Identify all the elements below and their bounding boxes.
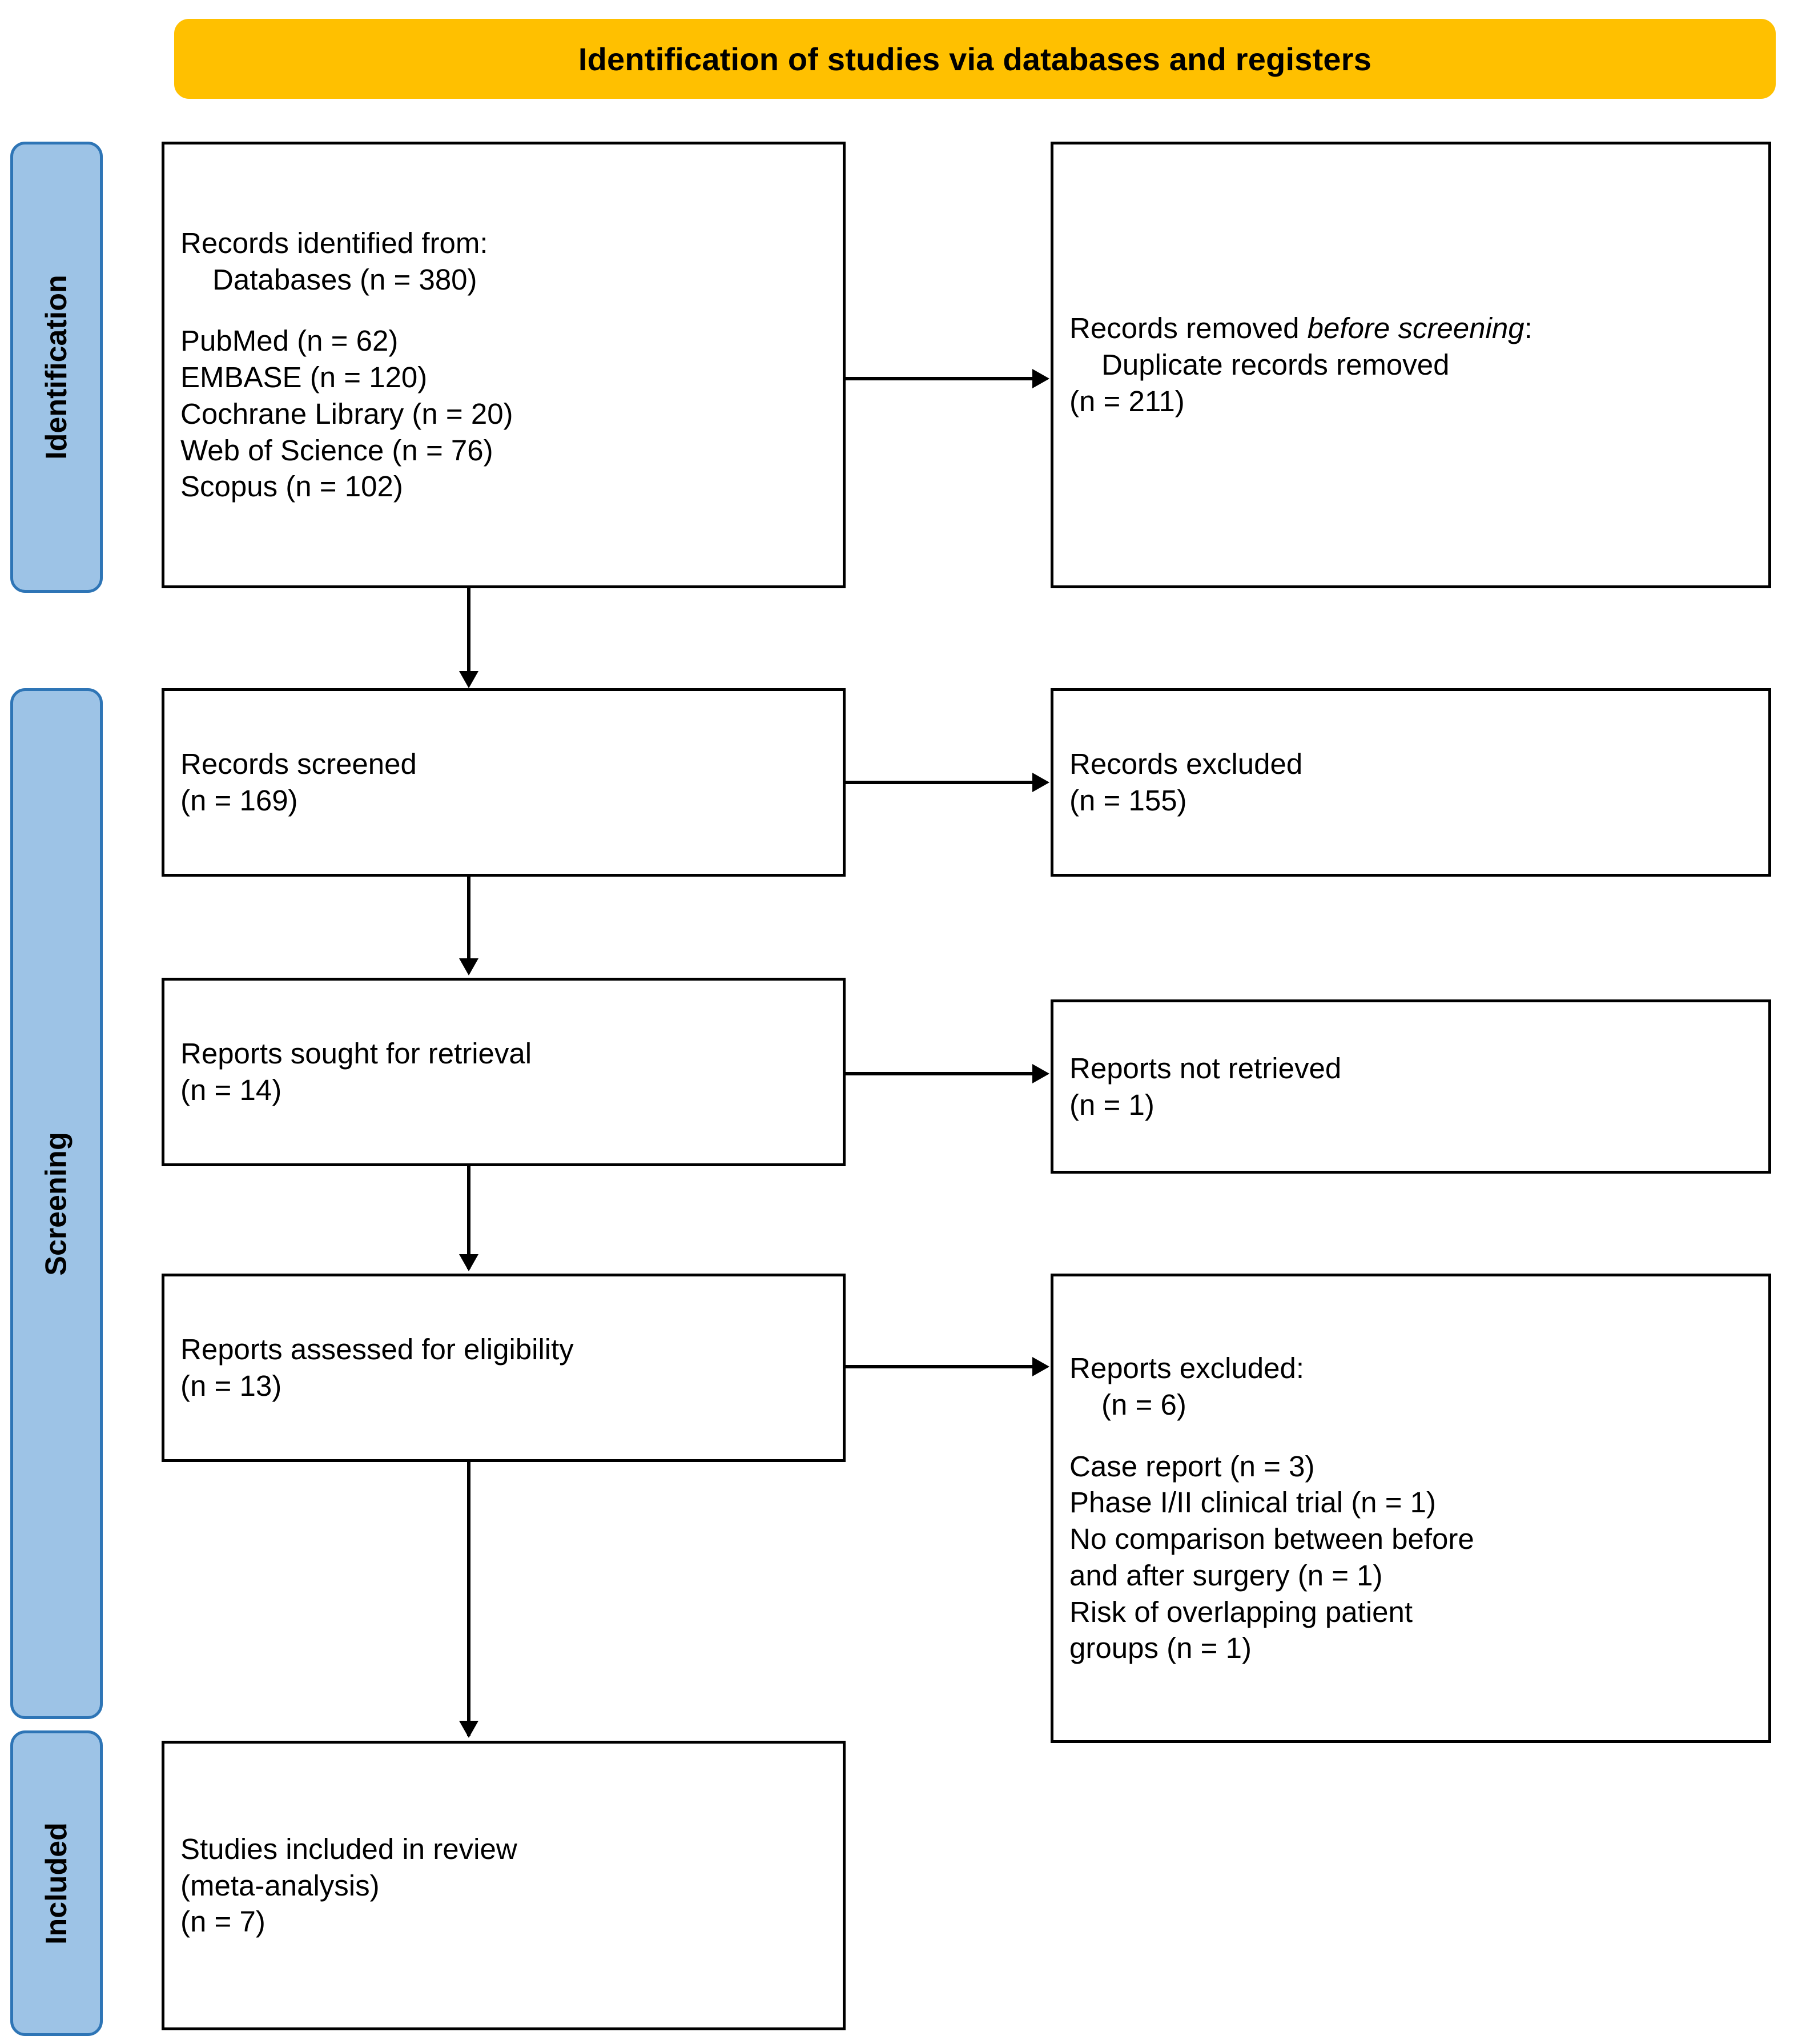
reports-excluded-line-2: (n = 6) [1101,1388,1186,1421]
arrow-identified-to-removed-line [846,377,1034,380]
arrow-assessed-to-excluded-line [846,1365,1034,1368]
records-removed-line-1: Duplicate records removed [1101,348,1450,382]
arrow-screened-to-excluded-line [846,781,1034,784]
records-removed-lead-italic: before screening [1307,312,1525,345]
reports-excluded-line-4: Phase I/II clinical trial (n = 1) [1069,1486,1437,1519]
records-identified-line-1: Records identified from: [180,226,488,259]
arrow-screened-to-sought-head [459,958,478,975]
records-identified-line-2: Databases (n = 380) [212,263,477,296]
diagram-title: Identification of studies via databases and registers [578,41,1372,77]
arrow-sought-to-assessed-line [467,1166,470,1269]
stage-label-screening [10,688,103,1719]
records-excluded-line-2: (n = 155) [1069,784,1187,817]
box-reports-not-retrieved [1051,999,1771,1174]
reports-excluded-line-8: groups (n = 1) [1069,1632,1252,1665]
records-identified-line-6: Web of Science (n = 76) [180,433,493,467]
arrow-identified-to-removed-head [1032,369,1049,388]
reports-not-retrieved-line-1: Reports not retrieved [1069,1051,1342,1085]
arrow-sought-to-not-retrieved-line [846,1072,1034,1075]
studies-included-line-1: Studies included in review [180,1832,517,1865]
records-identified-line-3: PubMed (n = 62) [180,324,399,358]
stage-label-screening-text: Screening [40,1131,74,1276]
arrow-assessed-to-included-head [459,1721,478,1738]
reports-not-retrieved-line-2: (n = 1) [1069,1088,1155,1121]
arrow-identified-to-screened-head [459,671,478,688]
reports-excluded-line-1: Reports excluded: [1069,1352,1305,1384]
records-screened-line-2: (n = 169) [180,784,298,817]
diagram-title-banner [174,19,1776,99]
box-reports-excluded [1051,1274,1771,1743]
records-identified-line-4: EMBASE (n = 120) [180,361,428,394]
box-studies-included [162,1741,846,2030]
records-identified-line-7: Scopus (n = 102) [180,470,403,503]
studies-included-line-3: (n = 7) [180,1905,266,1938]
records-excluded-line-1: Records excluded [1069,748,1303,781]
records-screened-line-1: Records screened [180,748,417,781]
box-records-excluded [1051,688,1771,877]
reports-sought-line-2: (n = 14) [180,1074,282,1106]
box-reports-sought [162,978,846,1166]
stage-label-included [10,1730,103,2036]
arrow-screened-to-excluded-head [1032,773,1049,792]
arrow-assessed-to-included-line [467,1462,470,1736]
studies-included-line-2: (meta-analysis) [180,1869,380,1902]
box-records-identified [162,142,846,588]
reports-sought-line-1: Reports sought for retrieval [180,1037,532,1070]
records-removed-lead [1069,310,1752,347]
records-removed-line-2: (n = 211) [1069,384,1185,417]
arrow-sought-to-not-retrieved-head [1032,1064,1049,1083]
stage-label-included-text: Included [40,1822,74,1945]
box-records-screened [162,688,846,877]
records-removed-lead-tail: : [1524,312,1532,345]
reports-excluded-line-6: and after surgery (n = 1) [1069,1559,1383,1592]
reports-excluded-line-7: Risk of overlapping patient [1069,1595,1413,1628]
records-identified-line-5: Cochrane Library (n = 20) [180,397,513,430]
reports-excluded-line-5: No comparison between before [1069,1523,1474,1555]
arrow-sought-to-assessed-head [459,1254,478,1271]
stage-label-identification-text: Identification [40,275,73,460]
box-records-removed [1051,142,1771,588]
reports-excluded-line-3: Case report (n = 3) [1069,1449,1315,1483]
reports-assessed-line-2: (n = 13) [180,1370,282,1402]
reports-assessed-line-1: Reports assessed for eligibility [180,1333,574,1366]
box-reports-assessed [162,1274,846,1462]
stage-label-identification [10,142,103,593]
arrow-assessed-to-excluded-head [1032,1357,1049,1376]
records-removed-lead-text: Records removed [1069,312,1308,345]
